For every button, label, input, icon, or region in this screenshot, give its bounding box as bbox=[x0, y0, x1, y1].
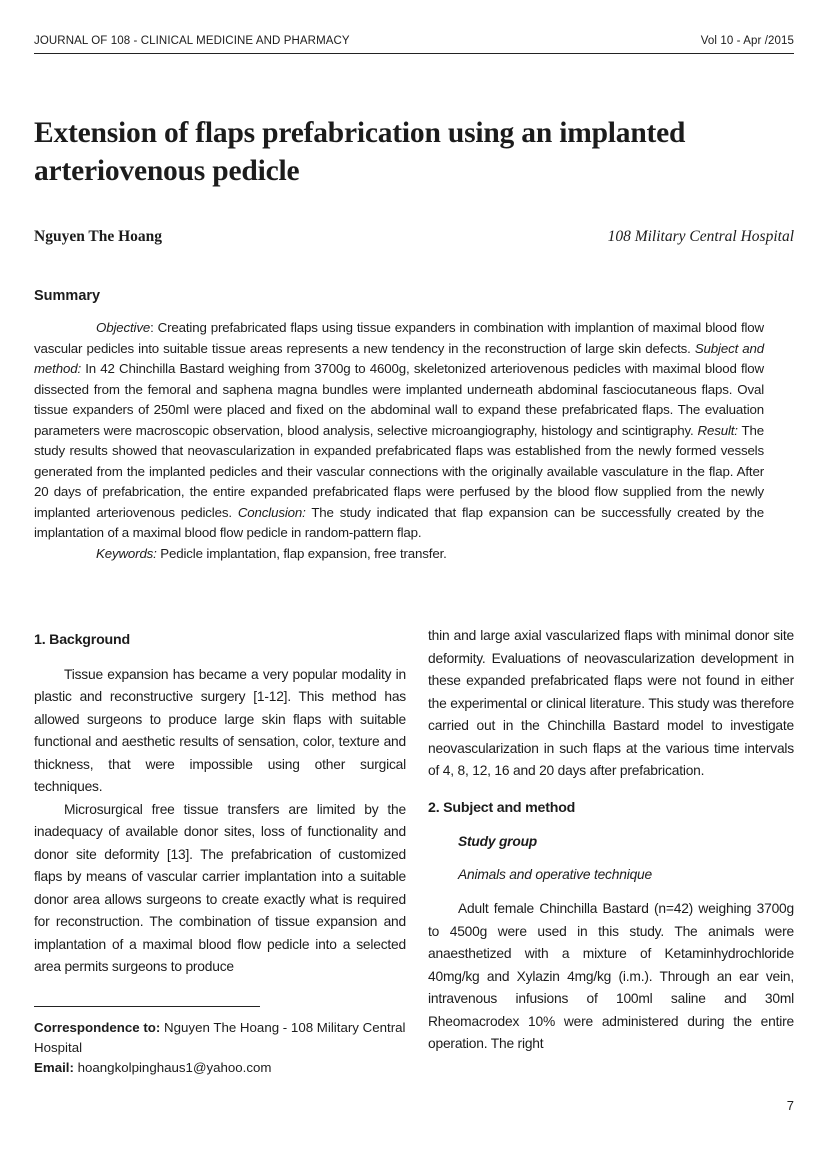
running-head bbox=[34, 31, 794, 51]
background-paragraph-2: Microsurgical free tissue transfers are limited by the inadequacy of available donor sites, loss of functionality and donor site deformity [13]. The prefabrication of customized flaps by means of vascular carrier implantation into a suitable donor area allows surgeons to create exactly what is required for reconstruction. The combination of tissue expansion and implantation of a maximal blood flow pedicle into a selected area permits surgeons to produce bbox=[34, 801, 406, 974]
author-name: Nguyen The Hoang bbox=[34, 228, 163, 245]
keywords-label: Keywords: bbox=[96, 545, 157, 561]
correspondence-footnote bbox=[34, 1018, 414, 1078]
study-group-heading: Study group bbox=[458, 834, 538, 849]
result-label: Result: bbox=[697, 422, 738, 438]
keywords-text: Pedicle implantation, flap expansion, free transfer. bbox=[156, 545, 447, 561]
background-paragraph-1: Tissue expansion has became a very popular modality in plastic and reconstructive surgery [1-12]. This method has allowed surgeons to produce large skin flaps with suitable functional and aesthetic results of sensation, color, texture and thickness, that were impossible using other surgical techniques. bbox=[34, 666, 406, 794]
method-heading: 2. Subject and method bbox=[428, 799, 576, 816]
author-affiliation: 108 Military Central Hospital bbox=[607, 228, 794, 245]
issue-info: Vol 10 - Apr /2015 bbox=[700, 35, 794, 47]
journal-name: JOURNAL OF 108 - CLINICAL MEDICINE AND PHARMACY bbox=[34, 35, 350, 47]
correspondence-line bbox=[34, 1018, 414, 1058]
objective-text: : Creating prefabricated flaps using tissue expanders in combination with implantion of maximal blood flow vascular pedicles into suitable tissue areas represents a new tendency in the reconstruction of large skin defects. bbox=[34, 320, 764, 356]
correspondence-label: Correspondence to: bbox=[34, 1020, 161, 1035]
summary-abstract bbox=[34, 318, 764, 564]
header-rule bbox=[34, 53, 794, 54]
email-line bbox=[34, 1058, 414, 1078]
animals-heading: Animals and operative technique bbox=[458, 866, 652, 882]
result-text: The study results showed that neovascularization in expanded prefabricated flaps was established from the newly formed vessels generated from the implanted pedicles and their vascular connections with the originally available vasculature in the flap. After 20 days of prefabrication, the entire expanded prefabricated flaps were perfused by the blood flow supplied from the newly implanted arteriovenous pedicles. bbox=[34, 422, 764, 520]
method-paragraph-1: Adult female Chinchilla Bastard (n=42) weighing 3700g to 4500g were used in this study. The animals were anaesthetized with a mixture of Ketaminhydrochloride 40mg/kg and Xylazin 4mg/kg (i.m.). Through an ear vein, intravenous infusions of 100ml saline and 30ml Rheomacrodex 10% were administered during the entire operation. The right bbox=[428, 901, 794, 1051]
conclusion-text: The study indicated that flap expansion can be successfully created by the implantation of a maximal blood flow pedicle in random-pattern flap. bbox=[34, 504, 764, 540]
method-text: In 42 Chinchilla Bastard weighing from 3700g to 4600g, skeletonized arteriovenous pedicles with maximal blood flow dissected from the femoral and saphena magna bundles were implanted underneath abdominal fasciocutaneous flaps. Oval tissue expanders of 250ml were placed and fixed on the abdominal wall to expand these prefabricated flaps. The evaluation parameters were macroscopic observation, blood analysis, selective microangiography, histology and scintigraphy. bbox=[34, 361, 764, 438]
background-paragraph-2-continued: thin and large axial vascularized flaps with minimal donor site deformity. Evaluations of neovascularization development in these expanded prefabricated flaps were not found in either the experimental or clinical literature. This study was therefore carried out in the Chinchilla Bastard model to investigate neovascularization in such flaps at the various time intervals of 4, 8, 12, 16 and 20 days after prefabrication. bbox=[428, 628, 794, 778]
keywords-paragraph bbox=[34, 544, 764, 565]
correspondence-text: Nguyen The Hoang - 108 Military Central Hospital bbox=[34, 1020, 406, 1055]
page-number: 7 bbox=[786, 1098, 794, 1113]
objective-label: Objective bbox=[96, 320, 151, 335]
article-title: Extension of flaps prefabrication using an implanted arteriovenous pedicle bbox=[34, 117, 686, 187]
summary-heading: Summary bbox=[34, 288, 101, 304]
left-column bbox=[34, 625, 406, 979]
method-label: Subject and method: bbox=[34, 340, 764, 376]
email-address[interactable]: hoangkolpinghaus1@yahoo.com bbox=[73, 1060, 272, 1075]
email-label: Email: bbox=[34, 1060, 74, 1075]
summary-paragraph bbox=[34, 318, 764, 544]
conclusion-label: Conclusion: bbox=[237, 504, 306, 520]
footnote-rule bbox=[34, 1006, 260, 1007]
right-column bbox=[428, 625, 794, 1056]
background-heading: 1. Background bbox=[34, 632, 130, 648]
